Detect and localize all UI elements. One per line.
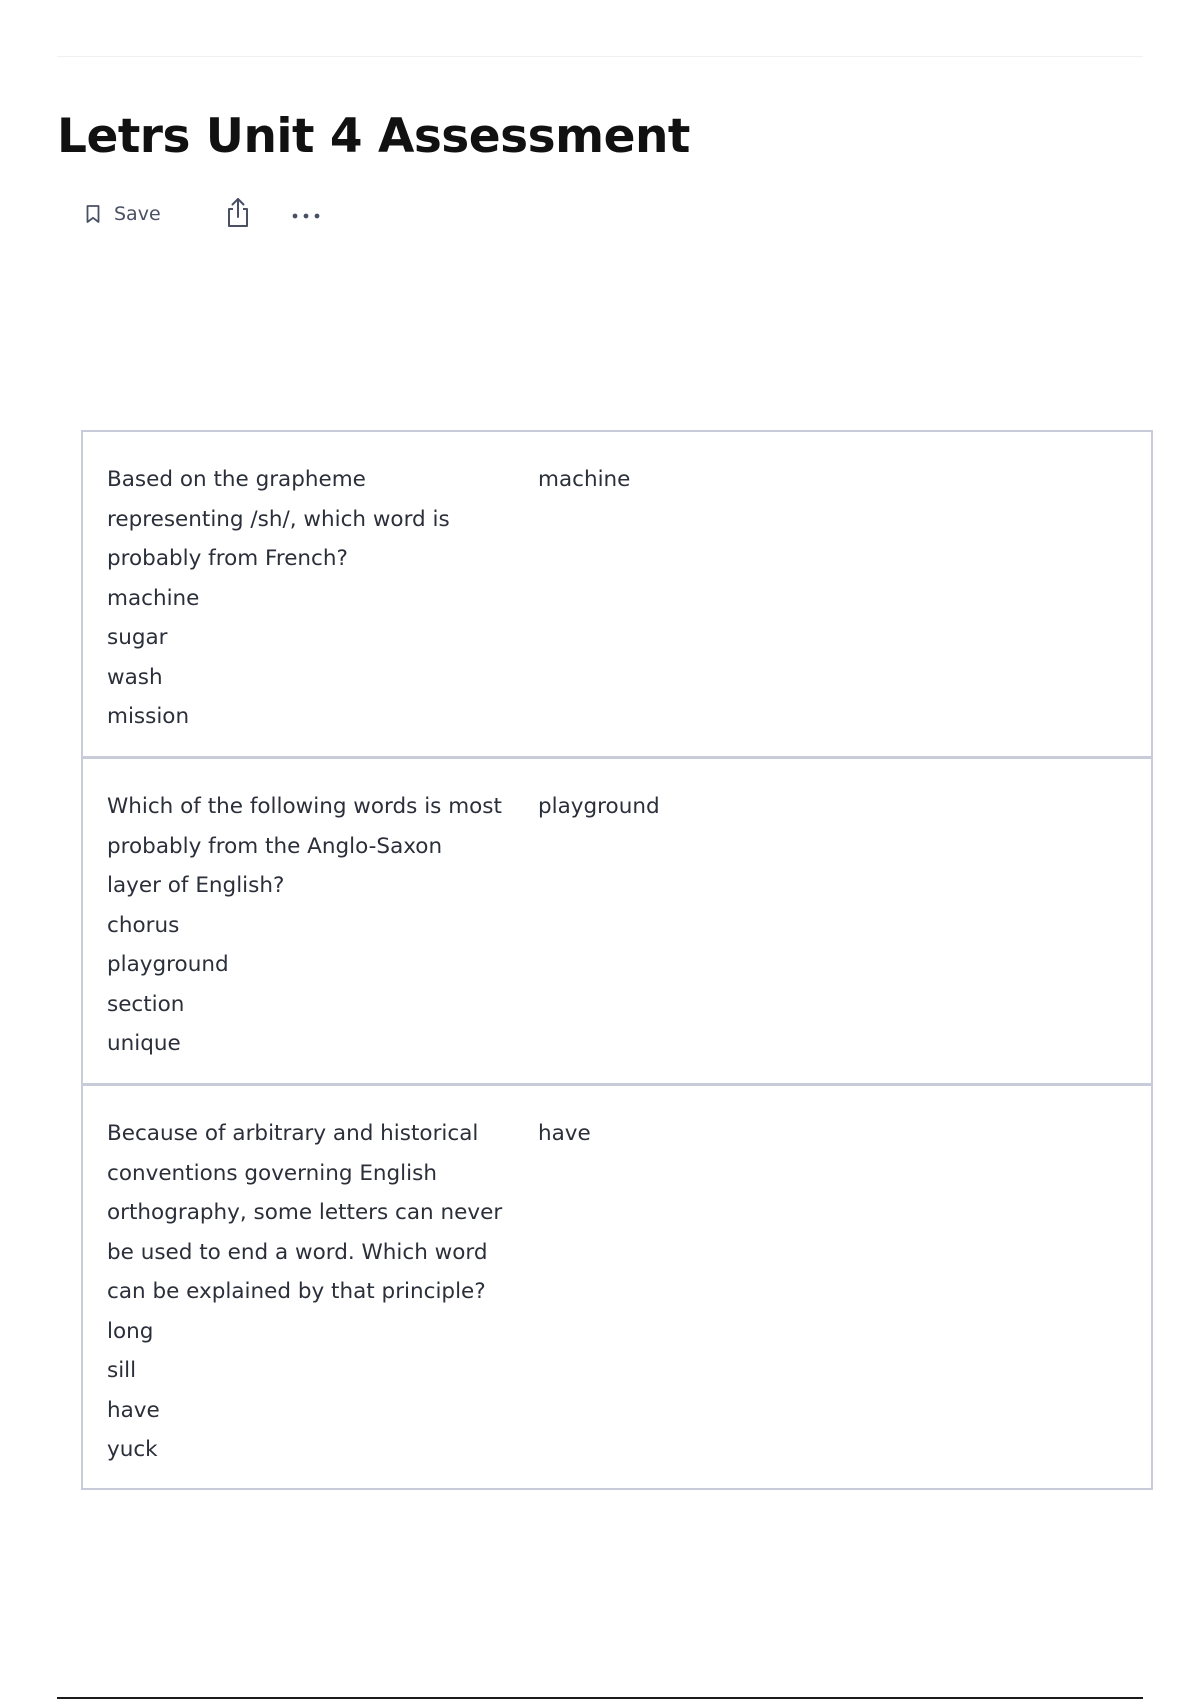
question-line: probably from the Anglo-Saxon <box>107 833 443 859</box>
question-cell <box>83 759 538 1083</box>
bottom-divider <box>57 1697 1143 1699</box>
correct-answer: have <box>538 1121 591 1146</box>
page-title: Letrs Unit 4 Assessment <box>57 109 690 164</box>
question-line: conventions governing English <box>107 1160 437 1186</box>
share-button[interactable] <box>220 196 256 232</box>
question-cell <box>83 432 538 756</box>
action-bar <box>84 196 344 232</box>
correct-answer: machine <box>538 467 631 492</box>
question-line: can be explained by that principle? <box>107 1279 486 1304</box>
flashcard-table <box>81 430 1153 1490</box>
flashcard-row <box>83 756 1151 1083</box>
question-cell <box>83 1086 538 1488</box>
more-icon <box>291 205 321 224</box>
answer-option: machine <box>107 585 200 611</box>
answer-option: sugar <box>107 625 168 650</box>
question-line: be used to end a word. Which word <box>107 1239 488 1265</box>
question-line: Based on the grapheme <box>107 467 366 492</box>
bookmark-icon <box>84 204 102 224</box>
answer-cell <box>538 432 1151 756</box>
top-divider <box>57 56 1143 57</box>
answer-option: have <box>107 1397 160 1423</box>
answer-cell <box>538 759 1151 1083</box>
answer-option: section <box>107 991 185 1017</box>
answer-option: wash <box>107 664 163 690</box>
question-line: probably from French? <box>107 546 348 571</box>
question-line: layer of English? <box>107 873 285 898</box>
question-line: representing /sh/, which word is <box>107 506 450 532</box>
answer-option: playground <box>107 952 229 977</box>
answer-option: sill <box>107 1358 137 1383</box>
question-line: orthography, some letters can never <box>107 1200 503 1225</box>
answer-cell <box>538 1086 1151 1488</box>
more-options-button[interactable] <box>288 196 324 232</box>
question-line: Which of the following words is most <box>107 794 502 819</box>
flashcard-row <box>83 432 1151 756</box>
share-icon <box>224 196 252 232</box>
save-button[interactable] <box>84 196 161 232</box>
correct-answer: playground <box>538 794 660 819</box>
answer-option: chorus <box>107 912 180 938</box>
answer-option: long <box>107 1318 154 1344</box>
save-label: Save <box>114 203 161 225</box>
question-line: Because of arbitrary and historical <box>107 1121 479 1146</box>
answer-option: yuck <box>107 1437 158 1462</box>
answer-option: mission <box>107 704 190 729</box>
answer-option: unique <box>107 1031 181 1056</box>
flashcard-row <box>83 1083 1151 1488</box>
